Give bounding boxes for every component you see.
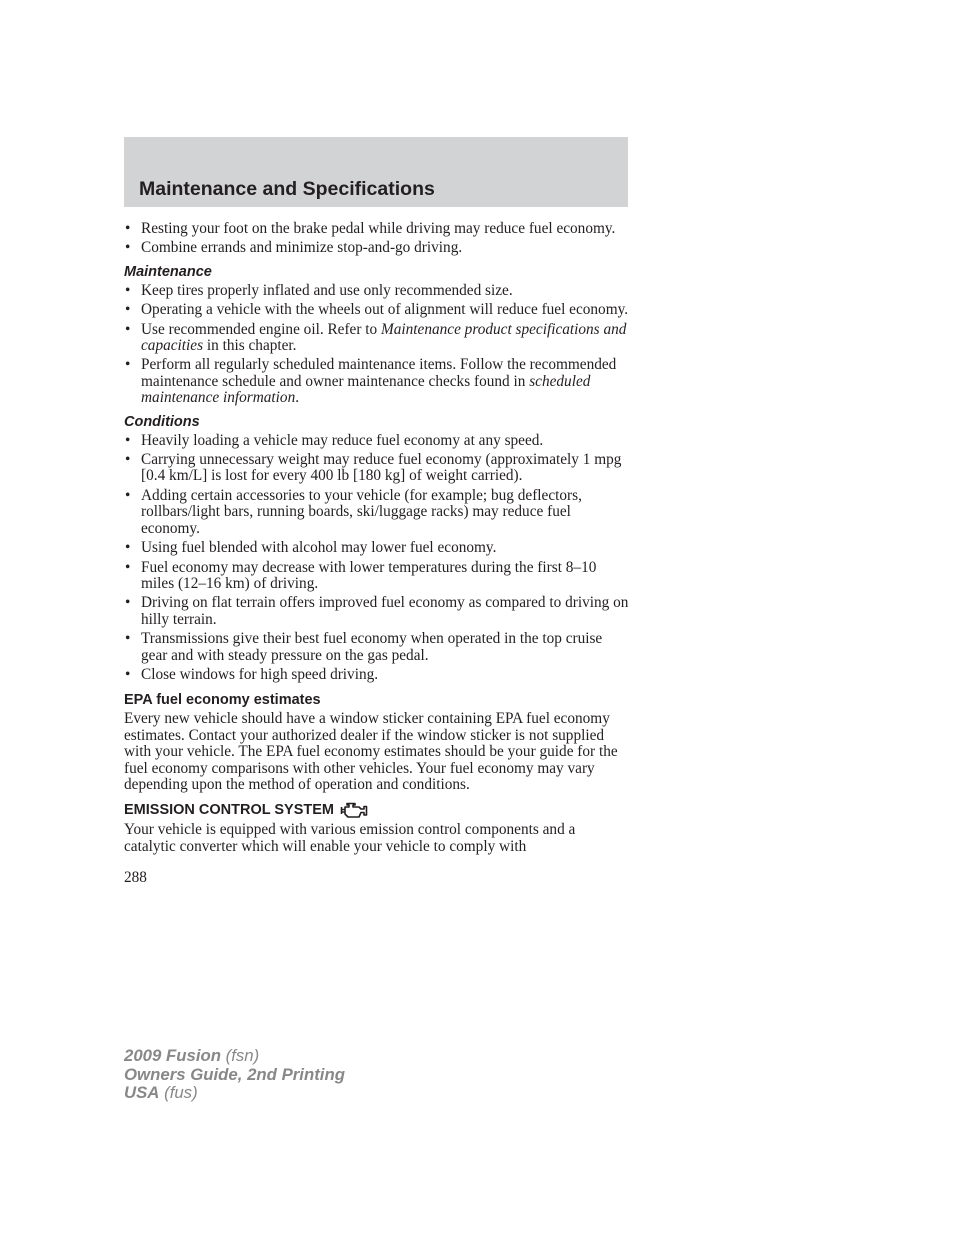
footer-market: USA xyxy=(124,1083,160,1102)
list-item-text: . xyxy=(295,389,300,407)
conditions-heading: Conditions xyxy=(124,413,200,430)
list-item: • Driving on flat terrain offers improved fuel economy as compared to driving on hilly terrain. xyxy=(124,595,630,628)
epa-paragraph: Every new vehicle should have a window sticker containing EPA fuel economy estimates. Contact your authorized dealer if the window sticker is not supplied with your vehicle. The EPA fuel economy estimates should be your guide for the fuel economy comparisons with other vehicles. Your fuel economy may vary depending upon the method of operation and conditions. xyxy=(124,710,618,793)
engine-icon xyxy=(339,800,369,820)
footer-model-code: (fsn) xyxy=(221,1046,260,1065)
list-item: • Combine errands and minimize stop-and-go driving. xyxy=(124,240,630,256)
document-footer xyxy=(124,1047,345,1103)
list-item: • Heavily loading a vehicle may reduce fuel economy at any speed. xyxy=(124,433,630,449)
cross-reference: Maintenance product specifications and capacities xyxy=(141,320,627,355)
section-title: Maintenance and Specifications xyxy=(139,178,435,200)
section-header-band xyxy=(124,137,628,207)
list-item-text: Use recommended engine oil. Refer to xyxy=(141,320,381,338)
list-item-text: in this chapter. xyxy=(203,337,297,355)
list-item: • Keep tires properly inflated and use only recommended size. xyxy=(124,283,630,299)
page-content xyxy=(124,221,630,887)
epa-heading: EPA fuel economy estimates xyxy=(124,692,321,709)
footer-line-guide xyxy=(124,1066,345,1085)
page-number: 288 xyxy=(124,869,147,887)
conditions-bullet-list xyxy=(124,433,630,684)
footer-model: 2009 Fusion xyxy=(124,1046,221,1065)
list-item xyxy=(124,322,630,355)
list-item: • Transmissions give their best fuel economy when operated in the top cruise gear and with steady pressure on the gas pedal. xyxy=(124,631,630,664)
footer-market-code: (fus) xyxy=(159,1083,198,1102)
list-item: • Resting your foot on the brake pedal while driving may reduce fuel economy. xyxy=(124,221,630,237)
list-item: • Carrying unnecessary weight may reduce fuel economy (approximately 1 mpg [0.4 km/L] is lost for every 400 lb [180 kg] of weight carried). xyxy=(124,452,630,485)
list-item: • Fuel economy may decrease with lower temperatures during the first 8–10 miles (12–16 km) of driving. xyxy=(124,560,630,593)
list-item: • Close windows for high speed driving. xyxy=(124,667,630,683)
emission-heading-row xyxy=(124,800,630,820)
cross-reference: scheduled maintenance information xyxy=(141,372,591,407)
footer-line-market xyxy=(124,1084,345,1103)
list-item: • Adding certain accessories to your vehicle (for example; bug deflectors, rollbars/light bars, running boards, ski/luggage racks) may reduce fuel economy. xyxy=(124,488,630,537)
emission-heading: EMISSION CONTROL SYSTEM xyxy=(124,801,335,818)
list-item: • Operating a vehicle with the wheels out of alignment will reduce fuel economy. xyxy=(124,302,630,318)
list-item xyxy=(124,357,630,406)
maintenance-bullet-list xyxy=(124,283,630,407)
maintenance-heading: Maintenance xyxy=(124,263,212,280)
footer-line-model xyxy=(124,1047,345,1066)
intro-bullet-list xyxy=(124,221,630,257)
list-item: • Using fuel blended with alcohol may lower fuel economy. xyxy=(124,540,630,556)
emission-paragraph: Your vehicle is equipped with various emission control components and a catalytic converter which will enable your vehicle to comply with xyxy=(124,821,576,855)
footer-guide: Owners Guide, 2nd Printing xyxy=(124,1064,345,1084)
list-item-text: Perform all regularly scheduled maintenance items. Follow the recommended maintenance schedule and owner maintenance checks found in xyxy=(141,356,617,390)
